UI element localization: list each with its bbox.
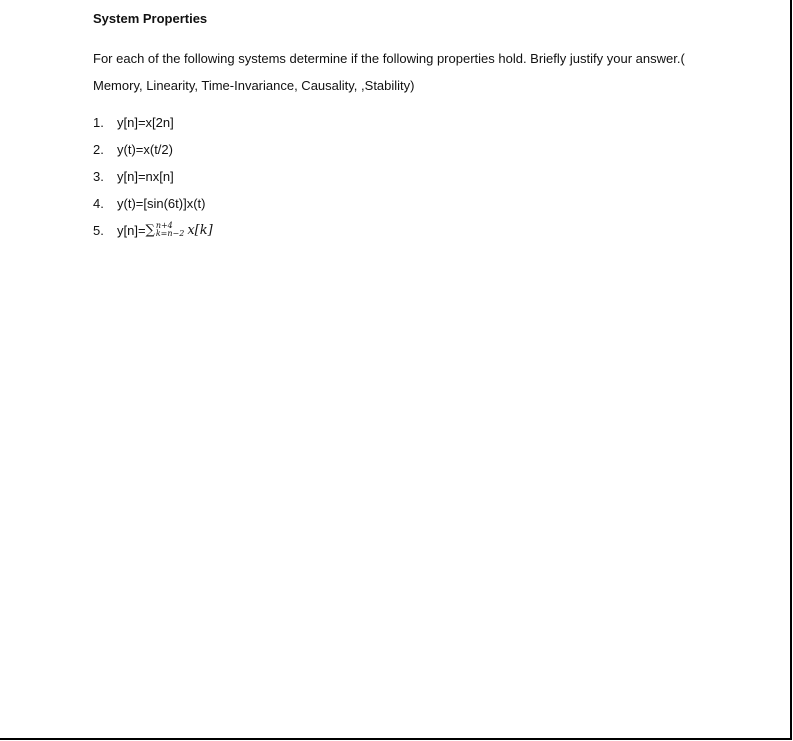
list-item bbox=[93, 163, 753, 190]
summation-upper-limit: n+4 bbox=[155, 220, 173, 230]
document-content bbox=[93, 8, 753, 244]
list-item bbox=[93, 109, 753, 136]
summation-lower-limit: k=n−2 bbox=[155, 228, 185, 238]
system-equation: y(t)=x(t/2) bbox=[117, 142, 173, 157]
list-item-number: 4. bbox=[93, 196, 104, 211]
list-item-number: 3. bbox=[93, 169, 104, 184]
list-item bbox=[93, 136, 753, 163]
systems-list bbox=[93, 109, 753, 244]
list-item-number: 2. bbox=[93, 142, 104, 157]
summation-symbol: ∑ bbox=[145, 223, 155, 238]
instructions-paragraph: For each of the following systems determine if the following properties hold. Briefly justify your answer.( Memory, Linearity, Time-Invariance, Causality, ,Stability) bbox=[93, 51, 685, 93]
system-equation: y(t)=[sin(6t)]x(t) bbox=[117, 196, 206, 211]
list-item-number: 5. bbox=[93, 223, 104, 238]
system-equation: y[n]=nx[n] bbox=[117, 169, 174, 184]
list-item-number: 1. bbox=[93, 115, 104, 130]
list-item bbox=[93, 190, 753, 217]
system-equation-prefix: y[n]= bbox=[117, 223, 146, 238]
summation-limits bbox=[156, 222, 185, 238]
system-equation: y[n]=x[2n] bbox=[117, 115, 174, 130]
summation-term: x[k] bbox=[187, 223, 213, 238]
list-item bbox=[93, 217, 753, 244]
document-title: System Properties bbox=[93, 11, 208, 26]
summation-expression bbox=[146, 217, 213, 244]
